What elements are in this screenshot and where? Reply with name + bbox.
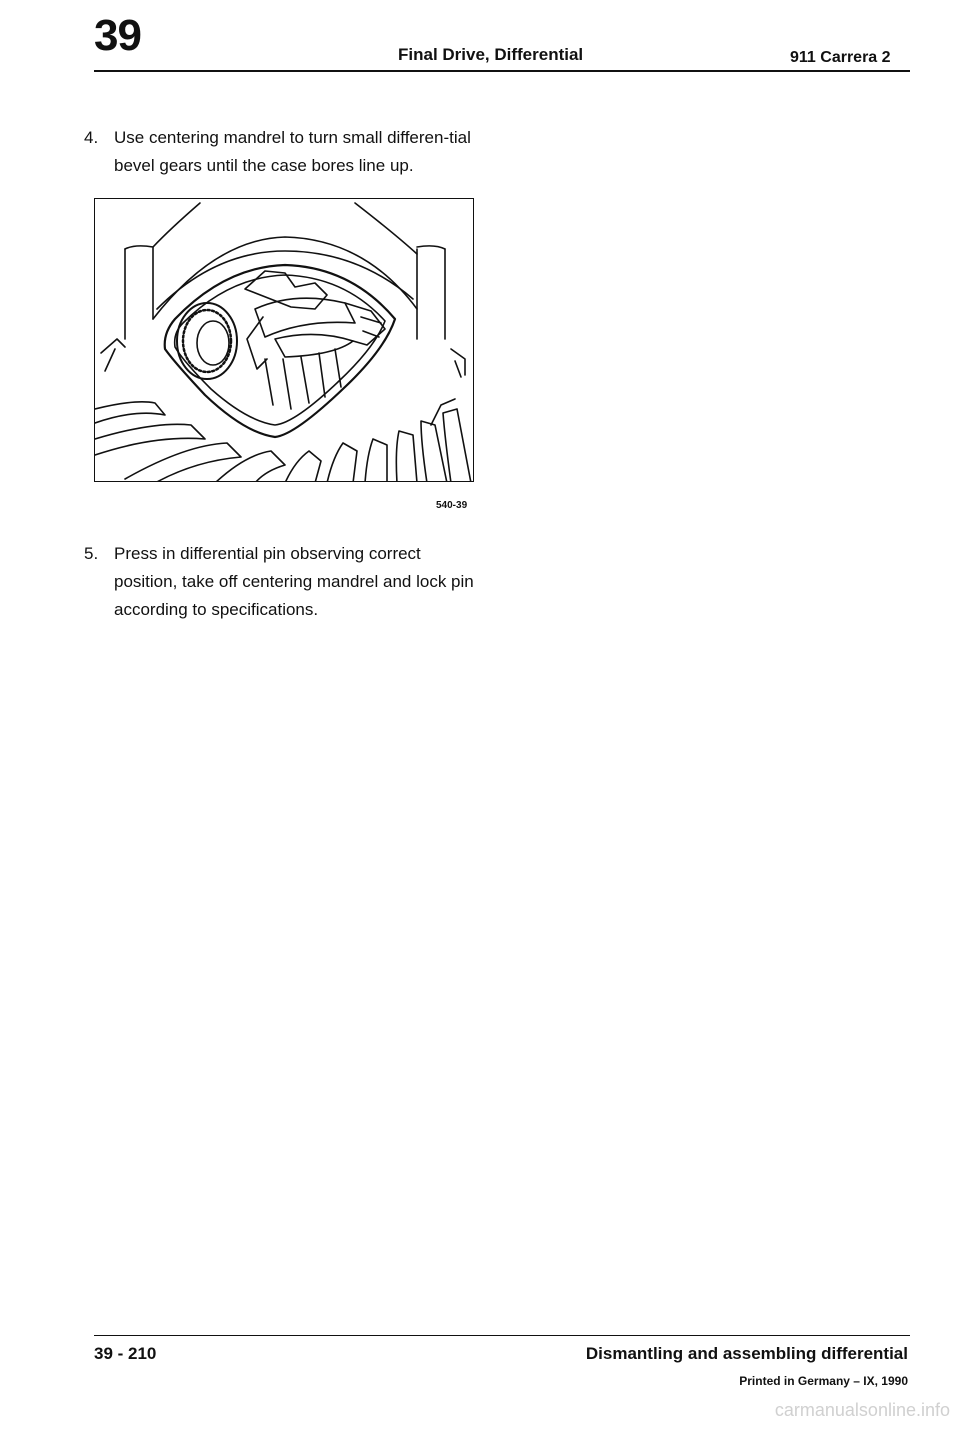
differential-illustration [94,198,474,482]
step-4 [84,124,484,180]
header-rule [94,70,910,72]
step-text: Use centering mandrel to turn small differen-tial bevel gears until the case bores line up. [114,128,471,175]
step-text: Press in differential pin observing correct position, take off centering mandrel and lock pin according to specifications. [114,544,474,619]
page-header-model: 911 Carrera 2 [790,49,891,66]
step-number: 4. [84,128,99,147]
page-number: 39 - 210 [94,1344,157,1363]
watermark: carmanualsonline.info [774,1400,950,1420]
figure-label: 540-39 [436,500,468,511]
section-title: Dismantling and assembling differential [585,1344,908,1363]
step-5 [84,540,484,624]
step-number: 5. [84,544,99,563]
page-header-title: Final Drive, Differential [398,45,584,64]
footer-rule [94,1335,910,1336]
print-info: Printed in Germany – IX, 1990 [739,1374,908,1388]
chapter-number: 39 [94,11,141,60]
